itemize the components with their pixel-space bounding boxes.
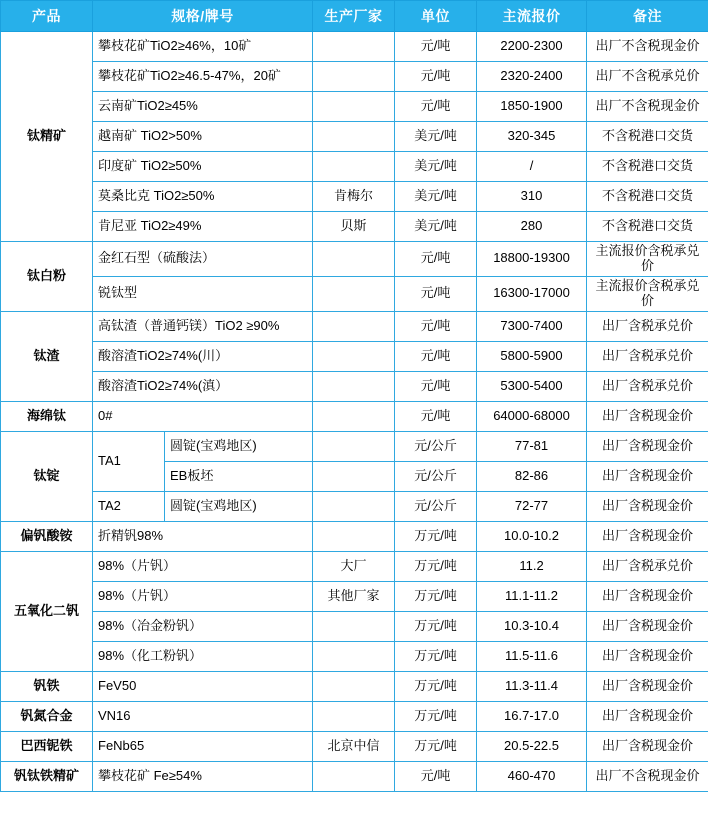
price-cell: 2200-2300 [477, 32, 587, 62]
table-row [1, 92, 708, 122]
manufacturer-cell [313, 311, 395, 341]
unit-cell: 元/吨 [395, 401, 477, 431]
price-cell: 77-81 [477, 431, 587, 461]
remark-cell: 出厂含税承兑价 [587, 371, 708, 401]
product-category-cell: 海绵钛 [1, 401, 93, 431]
spec-cell: 越南矿 TiO2>50% [93, 122, 313, 152]
spec-cell: 云南矿TiO2≥45% [93, 92, 313, 122]
remark-cell: 出厂含税承兑价 [587, 311, 708, 341]
product-category-cell: 钒氮合金 [1, 701, 93, 731]
unit-cell: 万元/吨 [395, 641, 477, 671]
remark-cell: 不含税港口交货 [587, 182, 708, 212]
unit-cell: 万元/吨 [395, 611, 477, 641]
unit-cell: 元/公斤 [395, 461, 477, 491]
table-row [1, 276, 708, 311]
price-cell: 5300-5400 [477, 371, 587, 401]
price-cell: 1850-1900 [477, 92, 587, 122]
manufacturer-cell [313, 341, 395, 371]
product-category-cell: 钒钛铁精矿 [1, 761, 93, 791]
price-cell: / [477, 152, 587, 182]
table-row [1, 731, 708, 761]
product-category-cell: 偏钒酸铵 [1, 521, 93, 551]
table-row [1, 431, 708, 461]
manufacturer-cell: 贝斯 [313, 212, 395, 242]
unit-cell: 美元/吨 [395, 122, 477, 152]
manufacturer-cell [313, 611, 395, 641]
spec-cell: 锐钛型 [93, 276, 313, 311]
price-cell: 64000-68000 [477, 401, 587, 431]
product-category-cell: 巴西铌铁 [1, 731, 93, 761]
price-cell: 10.3-10.4 [477, 611, 587, 641]
product-category-cell: 五氧化二钒 [1, 551, 93, 671]
spec-cell: VN16 [93, 701, 313, 731]
spec-cell: FeNb65 [93, 731, 313, 761]
remark-cell: 出厂含税现金价 [587, 461, 708, 491]
price-cell: 320-345 [477, 122, 587, 152]
page-footer-space [0, 792, 708, 832]
spec-cell: 98%（片钒） [93, 581, 313, 611]
remark-cell: 出厂含税现金价 [587, 491, 708, 521]
unit-cell: 万元/吨 [395, 551, 477, 581]
unit-cell: 元/吨 [395, 92, 477, 122]
remark-cell: 出厂含税现金价 [587, 401, 708, 431]
manufacturer-cell [313, 152, 395, 182]
manufacturer-cell: 其他厂家 [313, 581, 395, 611]
spec-detail-cell: 圆锭(宝鸡地区) [165, 431, 313, 461]
unit-cell: 元/吨 [395, 311, 477, 341]
table-row [1, 581, 708, 611]
manufacturer-cell: 肯梅尔 [313, 182, 395, 212]
unit-cell: 万元/吨 [395, 581, 477, 611]
spec-cell: TA1 [93, 431, 165, 491]
product-category-cell: 钒铁 [1, 671, 93, 701]
manufacturer-cell [313, 32, 395, 62]
table-row [1, 521, 708, 551]
product-category-cell: 钛精矿 [1, 32, 93, 242]
manufacturer-cell [313, 122, 395, 152]
table-row [1, 32, 708, 62]
unit-cell: 元/吨 [395, 242, 477, 277]
spec-cell: 莫桑比克 TiO2≥50% [93, 182, 313, 212]
remark-cell: 出厂含税现金价 [587, 611, 708, 641]
unit-cell: 元/公斤 [395, 491, 477, 521]
table-row [1, 152, 708, 182]
unit-cell: 美元/吨 [395, 212, 477, 242]
spec-detail-cell: 圆锭(宝鸡地区) [165, 491, 313, 521]
price-cell: 280 [477, 212, 587, 242]
manufacturer-cell [313, 401, 395, 431]
manufacturer-cell [313, 521, 395, 551]
remark-cell: 出厂含税现金价 [587, 671, 708, 701]
remark-cell: 出厂含税现金价 [587, 521, 708, 551]
unit-cell: 元/吨 [395, 32, 477, 62]
price-cell: 10.0-10.2 [477, 521, 587, 551]
header-remark: 备注 [587, 1, 708, 32]
table-row [1, 761, 708, 791]
table-row [1, 611, 708, 641]
table-header [1, 1, 708, 32]
spec-cell: 印度矿 TiO2≥50% [93, 152, 313, 182]
table-row [1, 641, 708, 671]
price-cell: 460-470 [477, 761, 587, 791]
table-row [1, 242, 708, 277]
remark-cell: 不含税港口交货 [587, 212, 708, 242]
price-cell: 72-77 [477, 491, 587, 521]
table-row [1, 212, 708, 242]
manufacturer-cell [313, 242, 395, 277]
table-row [1, 182, 708, 212]
price-cell: 16.7-17.0 [477, 701, 587, 731]
spec-cell: 98%（片钒） [93, 551, 313, 581]
unit-cell: 元/吨 [395, 62, 477, 92]
spec-cell: 98%（化工粉钒） [93, 641, 313, 671]
product-category-cell: 钛锭 [1, 431, 93, 521]
price-cell: 20.5-22.5 [477, 731, 587, 761]
price-cell: 16300-17000 [477, 276, 587, 311]
product-category-cell: 钛渣 [1, 311, 93, 401]
spec-cell: 酸溶渣TiO2≥74%(川） [93, 341, 313, 371]
spec-detail-cell: EB板坯 [165, 461, 313, 491]
manufacturer-cell [313, 491, 395, 521]
manufacturer-cell [313, 92, 395, 122]
unit-cell: 元/吨 [395, 761, 477, 791]
price-cell: 2320-2400 [477, 62, 587, 92]
spec-cell: 肯尼亚 TiO2≥49% [93, 212, 313, 242]
table-row [1, 671, 708, 701]
spec-cell: FeV50 [93, 671, 313, 701]
header-price: 主流报价 [477, 1, 587, 32]
remark-cell: 出厂含税现金价 [587, 701, 708, 731]
table-row [1, 311, 708, 341]
table-row [1, 62, 708, 92]
price-cell: 18800-19300 [477, 242, 587, 277]
price-cell: 11.1-11.2 [477, 581, 587, 611]
unit-cell: 美元/吨 [395, 152, 477, 182]
manufacturer-cell [313, 371, 395, 401]
unit-cell: 万元/吨 [395, 671, 477, 701]
table-row [1, 551, 708, 581]
spec-cell: 金红石型（硫酸法） [93, 242, 313, 277]
header-unit: 单位 [395, 1, 477, 32]
table-row [1, 122, 708, 152]
remark-cell: 出厂不含税现金价 [587, 761, 708, 791]
table-body [1, 32, 708, 792]
remark-cell: 出厂含税现金价 [587, 731, 708, 761]
unit-cell: 元/吨 [395, 341, 477, 371]
spec-cell: 攀枝花矿 Fe≥54% [93, 761, 313, 791]
header-product: 产品 [1, 1, 93, 32]
table-row [1, 701, 708, 731]
spec-cell: 攀枝花矿TiO2≥46%，10矿 [93, 32, 313, 62]
manufacturer-cell: 大厂 [313, 551, 395, 581]
remark-cell: 不含税港口交货 [587, 152, 708, 182]
table-header-row [1, 1, 708, 32]
spec-cell: TA2 [93, 491, 165, 521]
unit-cell: 元/公斤 [395, 431, 477, 461]
manufacturer-cell [313, 641, 395, 671]
price-cell: 11.5-11.6 [477, 641, 587, 671]
header-spec: 规格/牌号 [93, 1, 313, 32]
remark-cell: 不含税港口交货 [587, 122, 708, 152]
remark-cell: 出厂含税现金价 [587, 641, 708, 671]
manufacturer-cell [313, 431, 395, 461]
price-cell: 7300-7400 [477, 311, 587, 341]
remark-cell: 出厂含税承兑价 [587, 341, 708, 371]
remark-cell: 出厂含税现金价 [587, 431, 708, 461]
manufacturer-cell: 北京中信 [313, 731, 395, 761]
manufacturer-cell [313, 276, 395, 311]
remark-cell: 出厂含税现金价 [587, 581, 708, 611]
manufacturer-cell [313, 701, 395, 731]
remark-cell: 出厂含税承兑价 [587, 551, 708, 581]
table-row [1, 371, 708, 401]
unit-cell: 元/吨 [395, 371, 477, 401]
table-row [1, 341, 708, 371]
unit-cell: 万元/吨 [395, 731, 477, 761]
remark-cell: 出厂不含税现金价 [587, 32, 708, 62]
table-row [1, 401, 708, 431]
manufacturer-cell [313, 461, 395, 491]
remark-cell: 出厂不含税现金价 [587, 92, 708, 122]
spec-cell: 攀枝花矿TiO2≥46.5-47%，20矿 [93, 62, 313, 92]
price-cell: 82-86 [477, 461, 587, 491]
unit-cell: 万元/吨 [395, 521, 477, 551]
remark-cell: 主流报价含税承兑价 [587, 276, 708, 311]
spec-cell: 0# [93, 401, 313, 431]
table-row [1, 491, 708, 521]
spec-cell: 酸溶渣TiO2≥74%(滇） [93, 371, 313, 401]
manufacturer-cell [313, 62, 395, 92]
remark-cell: 主流报价含税承兑价 [587, 242, 708, 277]
spec-cell: 98%（冶金粉钒） [93, 611, 313, 641]
remark-cell: 出厂不含税承兑价 [587, 62, 708, 92]
unit-cell: 元/吨 [395, 276, 477, 311]
spec-cell: 高钛渣（普通钙镁）TiO2 ≥90% [93, 311, 313, 341]
price-cell: 11.2 [477, 551, 587, 581]
manufacturer-cell [313, 671, 395, 701]
price-cell: 11.3-11.4 [477, 671, 587, 701]
unit-cell: 美元/吨 [395, 182, 477, 212]
price-cell: 310 [477, 182, 587, 212]
spec-cell: 折精钒98% [93, 521, 313, 551]
manufacturer-cell [313, 761, 395, 791]
unit-cell: 万元/吨 [395, 701, 477, 731]
header-manufacturer: 生产厂家 [313, 1, 395, 32]
price-cell: 5800-5900 [477, 341, 587, 371]
product-category-cell: 钛白粉 [1, 242, 93, 312]
